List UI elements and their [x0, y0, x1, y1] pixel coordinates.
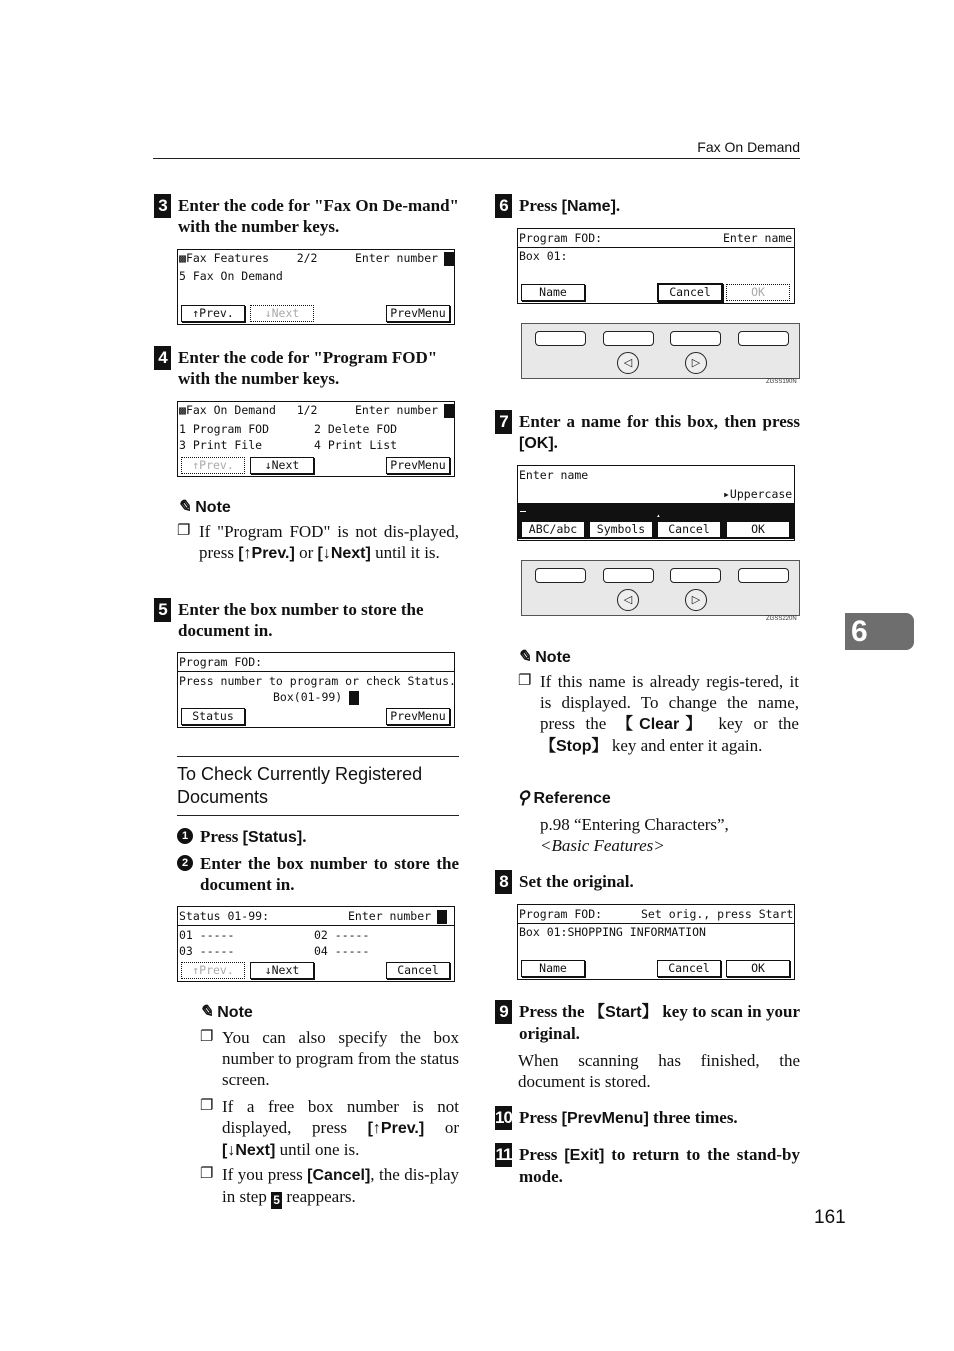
box-prompt: Box(01-99): [273, 690, 343, 704]
step-number: 5: [154, 598, 171, 622]
section-rule-top: [177, 756, 459, 757]
cursor: [437, 910, 447, 924]
step-8: [495, 871, 800, 894]
menu-item-4[interactable]: 4 Print List: [314, 438, 398, 452]
lcd-screen-set-original: [517, 904, 795, 980]
step-text: Enter the code for "Fax On De-mand" with the number keys.: [178, 196, 459, 236]
lcd-divider: [178, 925, 454, 926]
step-number: 10: [495, 1106, 512, 1130]
right-arrow-icon[interactable]: ▷: [685, 352, 707, 374]
checkbox-icon: ❐: [518, 673, 532, 689]
step-text: Press the 【Start】 key to scan in your original.: [519, 1002, 800, 1043]
lcd-title: Program FOD:: [179, 655, 263, 669]
step-9: [495, 1001, 800, 1044]
lcd-prompt: Enter number: [355, 403, 439, 417]
figure-code: ZGSS220N: [766, 616, 797, 622]
status-button[interactable]: Status: [181, 708, 245, 725]
lcd-prompt: Enter name: [723, 231, 793, 245]
step-text: Enter a name for this box, then press [OK].: [519, 412, 800, 452]
note-item: ❐ You can also specify the box number to program from the status screen.: [200, 1028, 459, 1089]
note-heading: ✎ Note: [177, 497, 231, 516]
lcd-line: Press number to program or check Status.: [179, 674, 456, 688]
ok-button[interactable]: OK: [726, 284, 790, 301]
section-rule-bottom: [177, 815, 459, 816]
checkbox-icon: ❐: [200, 1098, 214, 1114]
note-item: ❐ If a free box number is not displayed, press [↑Prev.] or [↓Next] until one is.: [200, 1097, 459, 1159]
cursor: [444, 252, 454, 266]
step-text: Set the original.: [519, 872, 634, 891]
cancel-button[interactable]: Cancel: [657, 283, 723, 302]
lcd-prompt: Set orig., press Start: [641, 907, 794, 921]
prevmenu-button[interactable]: PrevMenu: [386, 457, 450, 474]
menu-item-3[interactable]: 3 Print File: [179, 438, 263, 452]
prev-button[interactable]: ↑Prev.: [181, 962, 245, 979]
lcd-screen-name-entry: [517, 465, 795, 541]
step-text: Enter the code for "Program FOD" with the number keys.: [178, 348, 438, 388]
step-3: [154, 195, 459, 237]
lcd-title: Program FOD:: [519, 907, 603, 921]
lcd-title: ▩Fax On Demand 1/2: [179, 403, 318, 417]
cursor: [349, 691, 359, 705]
lcd-line: 5 Fax On Demand: [179, 269, 283, 283]
symbols-button[interactable]: Symbols: [589, 521, 653, 538]
lcd-title: Program FOD:: [519, 231, 603, 245]
selection-key[interactable]: [738, 568, 789, 583]
reference-heading: ⚲ Reference: [517, 788, 611, 807]
step-10: [495, 1107, 800, 1130]
pencil-icon: ✎: [177, 497, 192, 516]
selection-key[interactable]: [603, 568, 654, 583]
step-body: When scanning has finished, the document is stored.: [518, 1051, 800, 1091]
status-row: 04 -----: [314, 944, 370, 958]
step-number: 9: [495, 1000, 512, 1024]
step-6: [495, 195, 800, 218]
text-cursor: [520, 511, 526, 512]
step-text: Press [Exit] to return to the stand-by mode.: [519, 1145, 801, 1186]
selection-key[interactable]: [738, 331, 789, 346]
menu-item-1[interactable]: 1 Program FOD: [179, 422, 270, 436]
step-7: [495, 411, 800, 454]
step-ref-badge: 5: [271, 1192, 282, 1209]
cancel-button[interactable]: Cancel: [386, 962, 450, 979]
lcd-screen-fax-features: [177, 249, 455, 325]
step-4: [154, 347, 459, 389]
step-number: 8: [495, 870, 512, 894]
step-number: 3: [154, 194, 171, 218]
prev-button[interactable]: ↑Prev.: [181, 305, 245, 322]
substep-1: 1 Press [Status].: [177, 826, 459, 848]
abc-toggle-button[interactable]: ABC/abc: [521, 521, 585, 538]
lcd-divider: [178, 671, 454, 672]
step-5: [154, 599, 459, 641]
chapter-tab: 6: [845, 613, 914, 650]
prevmenu-button[interactable]: PrevMenu: [386, 305, 450, 322]
lcd-title: Enter name: [519, 468, 589, 482]
lcd-divider: [518, 247, 794, 248]
note-heading: ✎ Note: [199, 1002, 253, 1021]
step-text: Press [Name].: [519, 196, 621, 215]
step-number: 7: [495, 410, 512, 434]
lcd-screen-enter-name: [517, 228, 795, 304]
selection-key[interactable]: [535, 568, 586, 583]
lcd-divider: [518, 923, 794, 924]
ok-button[interactable]: OK: [726, 521, 790, 538]
lcd-screen-status: [177, 906, 455, 982]
cancel-button[interactable]: Cancel: [657, 960, 721, 977]
cursor: [444, 404, 454, 418]
note-heading: ✎ Note: [517, 647, 571, 666]
ok-button[interactable]: OK: [726, 960, 790, 977]
right-arrow-icon[interactable]: ▷: [685, 589, 707, 611]
cancel-button[interactable]: Cancel: [657, 521, 721, 538]
selection-key[interactable]: [670, 568, 721, 583]
prev-button[interactable]: ↑Prev.: [181, 457, 245, 474]
lcd-screen-program-fod: [177, 652, 455, 728]
step-number: 11: [495, 1143, 512, 1167]
status-row: 03 -----: [179, 944, 235, 958]
left-arrow-icon[interactable]: ◁: [617, 352, 639, 374]
name-button[interactable]: Name: [521, 284, 585, 301]
input-mode: ▸Uppercase: [723, 487, 793, 501]
checkbox-icon: ❐: [200, 1166, 214, 1182]
lcd-title: Status 01-99:: [179, 909, 270, 923]
lcd-title: ▩Fax Features 2/2: [179, 251, 318, 265]
selection-key[interactable]: [670, 331, 721, 346]
note-item: ❐ If you press [Cancel], the dis-play in step 5 reappears.: [200, 1165, 459, 1207]
selection-key[interactable]: [603, 331, 654, 346]
left-arrow-icon[interactable]: ◁: [617, 589, 639, 611]
step-text: Press [PrevMenu] three times.: [519, 1108, 738, 1127]
next-button[interactable]: ↓Next: [250, 962, 314, 979]
pencil-icon: ✎: [199, 1002, 214, 1021]
name-button[interactable]: Name: [521, 960, 585, 977]
note-item: ❐ If this name is already regis-tered, it is displayed. To change the name, press the 【Clear】 key or the 【Stop】 key and enter it again.: [518, 672, 799, 755]
status-row: 01 -----: [179, 928, 235, 942]
box-name: Box 01:SHOPPING INFORMATION: [519, 925, 706, 939]
lcd-prompt: Enter number: [355, 251, 439, 265]
note-item: ❐ If "Program FOD" is not dis-played, press [↑Prev.] or [↓Next] until it is.: [177, 522, 459, 562]
pencil-icon: ✎: [517, 647, 532, 666]
figure-code: ZGSS190N: [766, 379, 797, 385]
status-row: 02 -----: [314, 928, 370, 942]
box-label: Box 01:: [519, 249, 568, 263]
checkbox-icon: ❐: [200, 1029, 214, 1045]
reference-text: p.98 “Entering Characters”, <Basic Features>: [540, 815, 729, 855]
selection-key[interactable]: [535, 331, 586, 346]
page-number: 161: [814, 1207, 846, 1228]
selection-keys-panel: [521, 560, 800, 616]
lcd-prompt: Enter number: [348, 909, 432, 923]
next-button[interactable]: ↓Next: [250, 305, 314, 322]
lcd-screen-fax-on-demand: [177, 401, 455, 477]
step-text: Enter the box number to store the document in.: [178, 600, 424, 640]
next-button[interactable]: ↓Next: [250, 457, 314, 474]
magnifier-icon: ⚲: [517, 788, 530, 807]
subsection-title: To Check Currently Registered Documents: [177, 764, 423, 807]
running-header: Fax On Demand: [697, 139, 800, 155]
header-rule: [153, 158, 800, 159]
selection-keys-panel: [521, 323, 800, 379]
step-number: 6: [495, 194, 512, 218]
substep-2: 2 Enter the box number to store the document in.: [177, 853, 459, 895]
prevmenu-button[interactable]: PrevMenu: [386, 708, 450, 725]
step-11: [495, 1144, 800, 1187]
checkbox-icon: ❐: [177, 523, 191, 539]
menu-item-2[interactable]: 2 Delete FOD: [314, 422, 398, 436]
step-number: 4: [154, 346, 171, 370]
